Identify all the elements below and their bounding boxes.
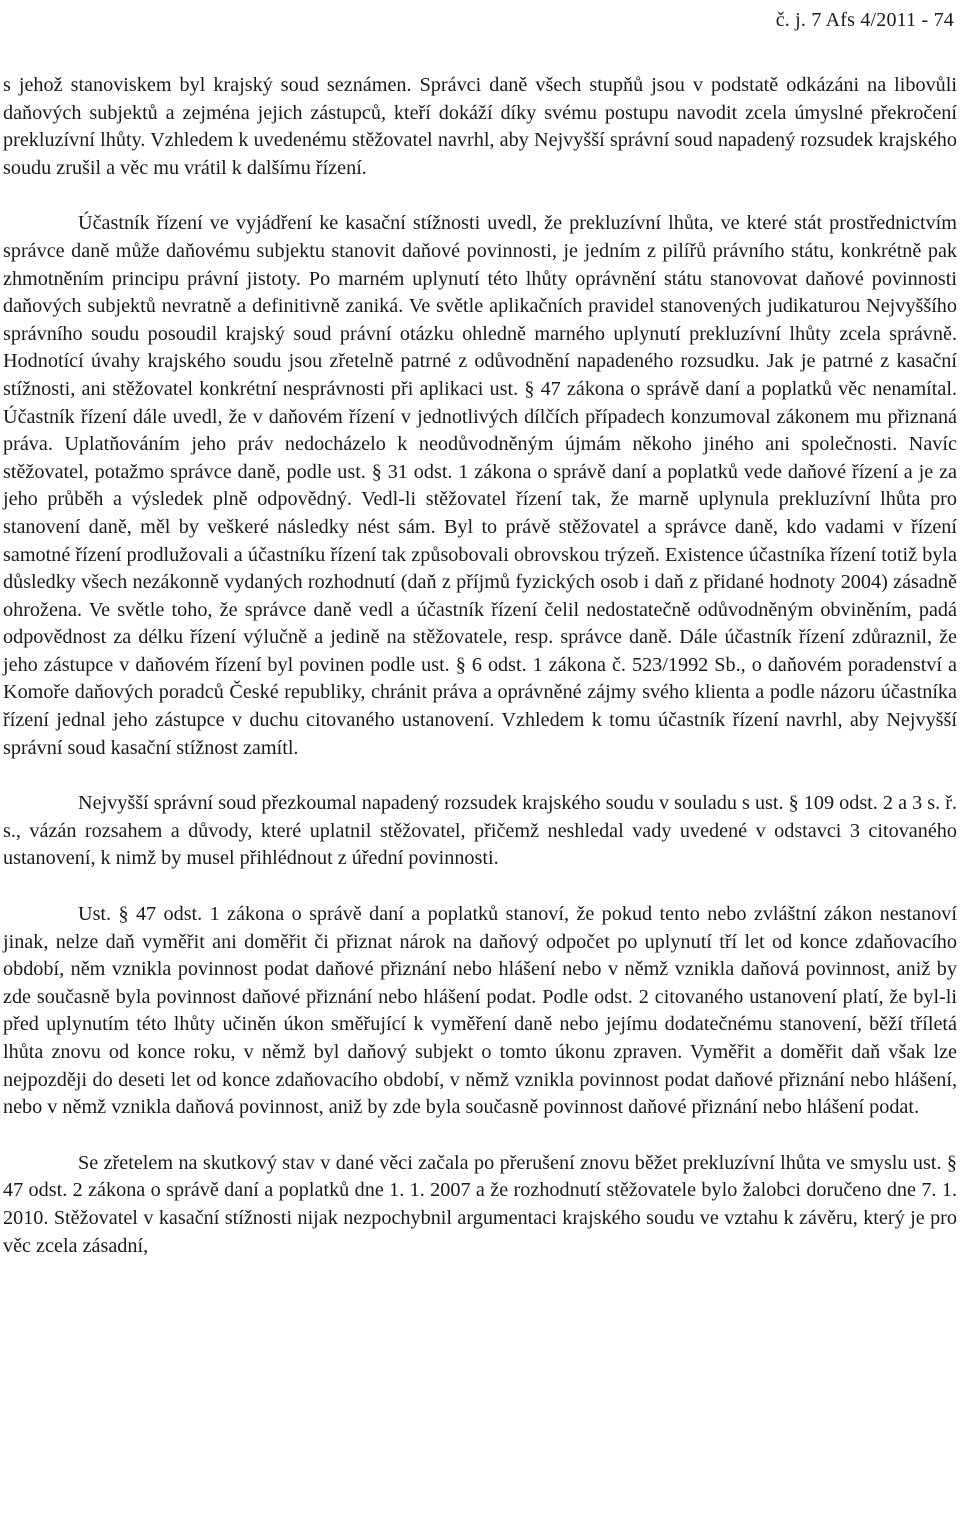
document-body [3, 72, 957, 1288]
paragraph-statute-section-47: Ust. § 47 odst. 1 zákona o správě daní a poplatků stanoví, že pokud tento nebo zvláštní zákon nestanoví jinak, nelze daň vyměřit ani doměřit či přiznat nárok na daňový odpočet po uplynutí tří let od konce zdaňovacího období, něm vznikla povinnost podat daňové přiznání nebo hlášení nebo v němž vznikla daňová povinnost, aniž by zde současně byla povinnost daňové přiznání nebo hlášení podat. Podle odst. 2 citovaného ustanovení platí, že byl-li před uplynutím této lhůty učiněn úkon směřující k vyměření daně nebo jejímu dodatečnému stanovení, běží tříletá lhůta znovu od konce roku, v němž byl daňový subjekt o tomto úkonu zpraven. Vyměřit a doměřit daň však lze nejpozději do deseti let od konce zdaňovacího období, v němž vznikla povinnost podat daňové přiznání nebo hlášení, nebo v němž vznikla daňová povinnost, aniž by zde byla současně povinnost daňové přiznání nebo hlášení podat. [3, 903, 957, 1119]
paragraph-participant-statement: Účastník řízení ve vyjádření ke kasační stížnosti uvedl, že prekluzívní lhůta, ve které stát prostřednictvím správce daně může daňovému subjektu stanovit daňové povinnosti, je jedním z pilířů právního státu, konkrétně pak zhmotněním principu právní jistoty. Po marném uplynutí této lhůty oprávnění státu stanovovat daňové povinnosti daňových subjektů nevratně a definitivně zaniká. Ve světle aplikačních pravidel stanovených judikaturou Nejvyššího správního soudu posoudil krajský soud právní otázku ohledně marného uplynutí prekluzívní lhůty zcela správně. Hodnotící úvahy krajského soudu jsou zřetelně patrné z odůvodnění napadeného rozsudku. Jak je patrné z kasační stížnosti, ani stěžovatel konkrétní nesprávnosti při aplikaci ust. § 47 zákona o správě daní a poplatků věc nenamítal. Účastník řízení dále uvedl, že v daňovém řízení v jednotlivých dílčích případech konzumoval zákonem mu přiznaná práva. Uplatňováním jeho práv nedocházelo k neodůvodněným újmám někoho jiného ani společnosti. Navíc stěžovatel, potažmo správce daně, podle ust. § 31 odst. 1 zákona o správě daní a poplatků vede daňové řízení a je za jeho průběh a výsledek plně odpovědný. Vedl-li stěžovatel řízení tak, že marně uplynula prekluzívní lhůta pro stanovení daně, měl by veškeré následky nést sám. Byl to právě stěžovatel a správce daně, kdo vadami v řízení samotné řízení prodlužovali a účastníku řízení tak způsobovali obrovskou trýzeň. Existence účastníka řízení totiž byla důsledky všech nezákonně vydaných rozhodnutí (daň z příjmů fyzických osob i daň z přidané hodnoty 2004) zásadně ohrožena. Ve světle toho, že správce daně vedl a účastník řízení čelil nedostatečně odůvodněným obviněním, padá odpovědnost za délku řízení výlučně a jedině na stěžovatele, resp. správce daně. Dále účastník řízení zdůraznil, že jeho zástupce v daňovém řízení byl povinen podle ust. § 6 odst. 1 zákona č. 523/1992 Sb., o daňovém poradenství a Komoře daňových poradců České republiky, chránit práva a oprávněné zájmy svého klienta a podle názoru účastníka řízení jednal jeho zástupce v duchu citovaného ustanovení. Vzhledem k tomu účastník řízení navrhl, aby Nejvyšší správní soud kasační stížnost zamítl. [3, 212, 957, 759]
case-reference: č. j. 7 Afs 4/2011 - 74 [775, 9, 954, 31]
paragraph-continuation: s jehož stanoviskem byl krajský soud seznámen. Správci daně všech stupňů jsou v podstatě odkázáni na libovůli daňových subjektů a zejména jejich zástupců, kteří dokáží díky svému postupu navodit zcela úmyslné překročení prekluzívní lhůty. Vzhledem k uvedenému stěžovatel navrhl, aby Nejvyšší správní soud napadený rozsudek krajského soudu zrušil a věc mu vrátil k dalšímu řízení. [3, 74, 957, 179]
paragraph-factual-state: Se zřetelem na skutkový stav v dané věci začala po přerušení znovu běžet prekluzívní lhůta ve smyslu ust. § 47 odst. 2 zákona o správě daní a poplatků dne 1. 1. 2007 a že rozhodnutí stěžovatele bylo žalobci doručeno dne 7. 1. 2010. Stěžovatel v kasační stížnosti nijak nezpochybnil argumentaci krajského soudu ve vztahu k závěru, který je pro věc zcela zásadní, [3, 1151, 957, 1257]
paragraph-court-review: Nejvyšší správní soud přezkoumal napadený rozsudek krajského soudu v souladu s ust. § 109 odst. 2 a 3 s. ř. s., vázán rozsahem a důvody, které uplatnil stěžovatel, přičemž neshledal vady uvedené v odstavci 3 citovaného ustanovení, k nimž by musel přihlédnout z úřední povinnosti. [3, 792, 957, 870]
